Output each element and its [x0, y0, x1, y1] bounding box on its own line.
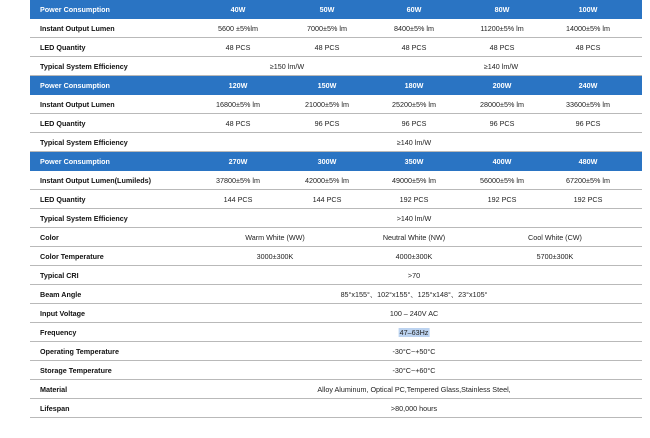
power-cell: 240W — [578, 81, 598, 90]
storage-temperature-value: -30°C~+60°C — [392, 366, 436, 375]
efficiency-row — [30, 209, 642, 228]
lumen-cell: 49000±5% lm — [392, 176, 436, 185]
color-temp-cell: 5700±300K — [536, 252, 574, 261]
frequency-value[interactable] — [399, 323, 430, 342]
lumen-cell: 37800±5% lm — [216, 176, 260, 185]
led-quantity-row — [30, 114, 642, 133]
row-label: Instant Output Lumen — [40, 100, 115, 109]
row-label: Frequency — [40, 328, 77, 337]
lumen-cell: 33600±5% lm — [566, 100, 610, 109]
power-cell: 200W — [492, 81, 512, 90]
color-cell: Neutral White (NW) — [382, 233, 446, 242]
power-cell: 180W — [404, 81, 424, 90]
efficiency-row — [30, 133, 642, 152]
cri-row — [30, 266, 642, 285]
row-label: Instant Output Lumen(Lumileds) — [40, 176, 151, 185]
lumen-row — [30, 95, 642, 114]
led-cell: 96 PCS — [575, 119, 601, 128]
frequency-row — [30, 323, 642, 342]
power-header-row — [30, 76, 642, 95]
power-cell: 120W — [228, 81, 248, 90]
lumen-row — [30, 19, 642, 38]
color-cell: Warm White (WW) — [245, 233, 305, 242]
color-temp-cell: 3000±300K — [256, 252, 294, 261]
color-temperature-row — [30, 247, 642, 266]
row-label: Color — [40, 233, 59, 242]
power-cell: 480W — [578, 157, 598, 166]
lumen-cell: 11200±5% lm — [480, 24, 524, 33]
selected-text-highlight[interactable]: 47–63Hz — [399, 328, 429, 337]
led-cell: 96 PCS — [401, 119, 427, 128]
row-label: Typical System Efficiency — [40, 138, 128, 147]
row-label: Input Voltage — [40, 309, 85, 318]
row-label: LED Quantity — [40, 43, 86, 52]
power-header-row — [30, 152, 642, 171]
lumen-cell: 5600 ±5%lm — [218, 24, 258, 33]
lumen-cell: 67200±5% lm — [566, 176, 610, 185]
row-label: Operating Temperature — [40, 347, 119, 356]
input-voltage-row — [30, 304, 642, 323]
row-label: Lifespan — [40, 404, 70, 413]
led-quantity-row — [30, 38, 642, 57]
lifespan-row — [30, 399, 642, 418]
led-cell: 48 PCS — [314, 43, 340, 52]
led-quantity-row — [30, 190, 642, 209]
led-cell: 48 PCS — [225, 119, 251, 128]
row-label: Instant Output Lumen — [40, 24, 115, 33]
led-cell: 48 PCS — [225, 43, 251, 52]
power-header-row — [30, 0, 642, 19]
power-cell: 60W — [406, 5, 422, 14]
led-cell: 48 PCS — [489, 43, 515, 52]
lumen-cell: 14000±5% lm — [566, 24, 610, 33]
row-label: LED Quantity — [40, 119, 86, 128]
led-cell: 192 PCS — [399, 195, 429, 204]
lumen-cell: 8400±5% lm — [394, 24, 434, 33]
color-row — [30, 228, 642, 247]
color-temp-cell: 4000±300K — [395, 252, 433, 261]
power-cell: 50W — [319, 5, 335, 14]
material-row — [30, 380, 642, 399]
led-cell: 48 PCS — [575, 43, 601, 52]
color-cell: Cool White (CW) — [528, 233, 582, 242]
lumen-cell: 7000±5% lm — [307, 24, 347, 33]
storage-temperature-row — [30, 361, 642, 380]
lumen-row — [30, 171, 642, 190]
power-cell: 300W — [317, 157, 337, 166]
lumen-cell: 28000±5% lm — [480, 100, 524, 109]
power-cell: 80W — [494, 5, 510, 14]
beam-angle-value: 85°x155°、102°x155°、125°x148°、23°x105° — [340, 290, 488, 299]
power-cell: 100W — [578, 5, 598, 14]
row-label: Power Consumption — [40, 5, 110, 14]
lumen-cell: 42000±5% lm — [305, 176, 349, 185]
row-label: Power Consumption — [40, 81, 110, 90]
led-cell: 192 PCS — [487, 195, 517, 204]
power-cell: 400W — [492, 157, 512, 166]
efficiency-row — [30, 57, 642, 76]
row-label: Material — [40, 385, 68, 394]
power-cell: 40W — [230, 5, 246, 14]
spec-table — [30, 0, 642, 418]
power-cell: 150W — [317, 81, 337, 90]
efficiency-value: ≥140 lm/W — [396, 138, 432, 147]
efficiency-value: ≥140 lm/W — [483, 62, 519, 71]
led-cell: 144 PCS — [223, 195, 253, 204]
row-label: LED Quantity — [40, 195, 86, 204]
lumen-cell: 21000±5% lm — [305, 100, 349, 109]
material-value: Alloy Aluminum, Optical PC,Tempered Glass,Stainless Steel, — [317, 385, 511, 394]
row-label: Typical System Efficiency — [40, 62, 128, 71]
beam-angle-row — [30, 285, 642, 304]
lumen-cell: 16800±5% lm — [216, 100, 260, 109]
lumen-cell: 56000±5% lm — [480, 176, 524, 185]
lumen-cell: 25200±5% lm — [392, 100, 436, 109]
input-voltage-value: 100 – 240V AC — [389, 309, 439, 318]
led-cell: 144 PCS — [312, 195, 342, 204]
row-label: Typical System Efficiency — [40, 214, 128, 223]
led-cell: 48 PCS — [401, 43, 427, 52]
led-cell: 192 PCS — [573, 195, 603, 204]
row-label: Storage Temperature — [40, 366, 112, 375]
row-label: Typical CRI — [40, 271, 79, 280]
led-cell: 96 PCS — [314, 119, 340, 128]
cri-value: >70 — [407, 271, 421, 280]
row-label: Beam Angle — [40, 290, 82, 299]
operating-temperature-row — [30, 342, 642, 361]
operating-temperature-value: -30°C~+50°C — [392, 347, 436, 356]
lifespan-value: >80,000 hours — [390, 404, 438, 413]
row-label: Color Temperature — [40, 252, 104, 261]
power-cell: 350W — [404, 157, 424, 166]
efficiency-value: >140 lm/W — [396, 214, 432, 223]
led-cell: 96 PCS — [489, 119, 515, 128]
power-cell: 270W — [228, 157, 248, 166]
row-label: Power Consumption — [40, 157, 110, 166]
efficiency-value: ≥150 lm/W — [269, 62, 305, 71]
